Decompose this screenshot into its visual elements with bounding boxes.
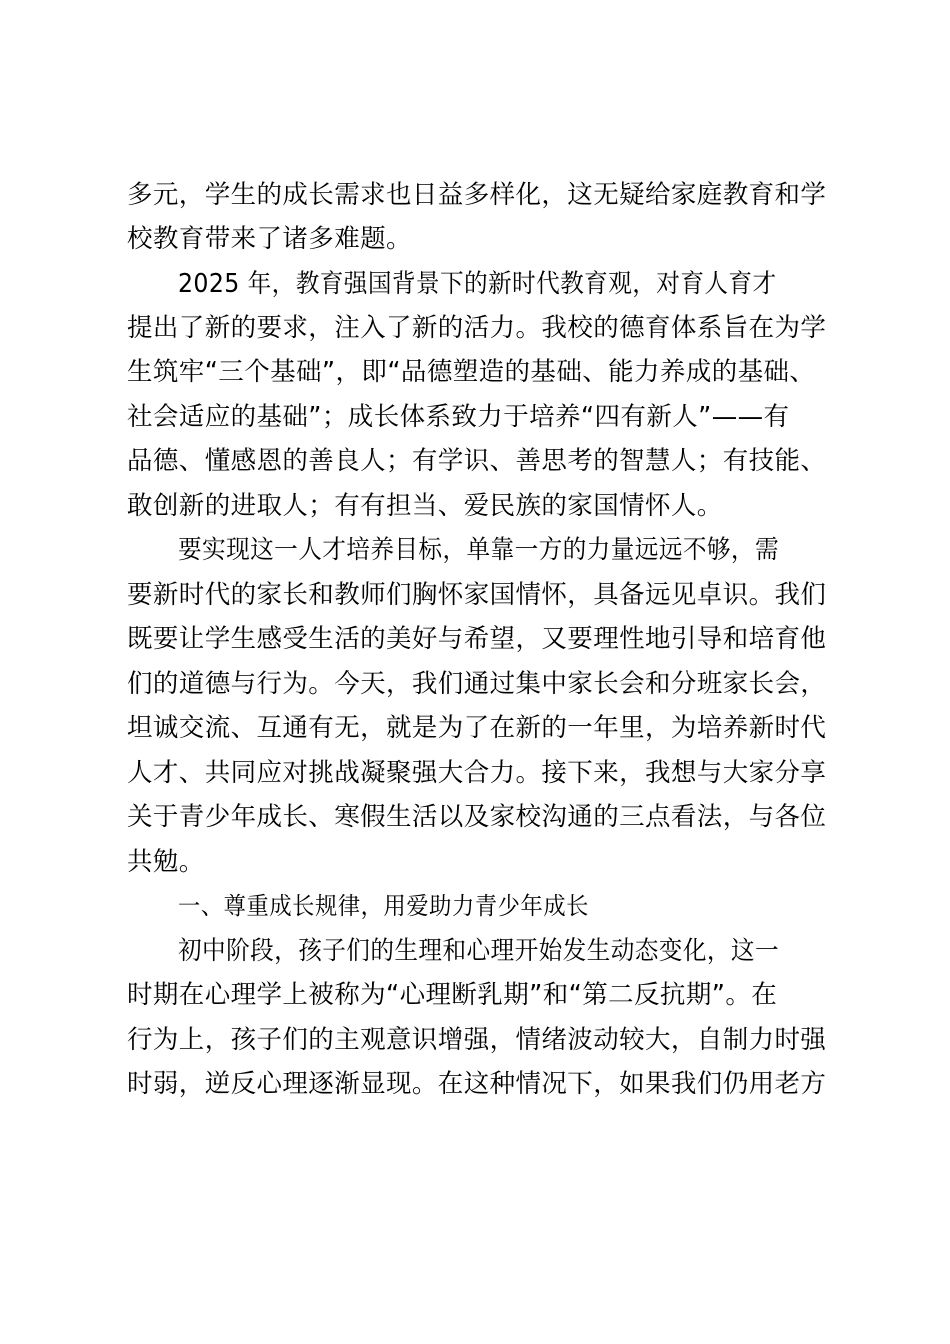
paragraph-first-line: 2025 年，教育强国背景下的新时代教育观，对育人育才 (178, 269, 777, 299)
paragraph-first-line: 初中阶段，孩子们的生理和心理开始发生动态变化，这一 (178, 936, 780, 966)
text-line: 敢创新的进取人；有有担当、爱民族的家国情怀人。 (127, 491, 723, 521)
text-line: 提出了新的要求，注入了新的活力。我校的德育体系旨在为学 (127, 313, 827, 343)
text-line: 品德、懂感恩的善良人；有学识、善思考的智慧人；有技能、 (127, 446, 827, 476)
text-line: 既要让学生感受生活的美好与希望，又要理性地引导和培育他 (127, 624, 827, 654)
paragraph-first-line: 要实现这一人才培养目标，单靠一方的力量远远不够，需 (178, 535, 780, 565)
text-line: 人才、共同应对挑战凝聚强大合力。接下来，我想与大家分享 (127, 758, 827, 788)
section-heading: 一、尊重成长规律，用爱助力青少年成长 (178, 892, 590, 920)
text-line: 生筑牢“三个基础”，即“品德塑造的基础、能力养成的基础、 (127, 357, 816, 387)
text-line: 时弱，逆反心理逐渐显现。在这种情况下，如果我们仍用老方 (127, 1069, 827, 1099)
text-line: 社会适应的基础”；成长体系致力于培养“四有新人”——有 (127, 402, 790, 432)
text-line: 多元，学生的成长需求也日益多样化，这无疑给家庭教育和学 (127, 180, 827, 210)
text-line: 坦诚交流、互通有无，就是为了在新的一年里，为培养新时代 (127, 713, 827, 743)
text-line: 关于青少年成长、寒假生活以及家校沟通的三点看法，与各位 (127, 802, 827, 832)
text-line: 行为上，孩子们的主观意识增强，情绪波动较大，自制力时强 (127, 1025, 827, 1055)
text-line: 要新时代的家长和教师们胸怀家国情怀，具备远见卓识。我们 (127, 580, 827, 610)
text-line: 们的道德与行为。今天，我们通过集中家长会和分班家长会， (127, 669, 827, 699)
text-line: 共勉。 (127, 847, 205, 877)
text-line: 校教育带来了诸多难题。 (127, 224, 412, 254)
text-line: 时期在心理学上被称为“心理断乳期”和“第二反抗期”。在 (127, 980, 778, 1010)
